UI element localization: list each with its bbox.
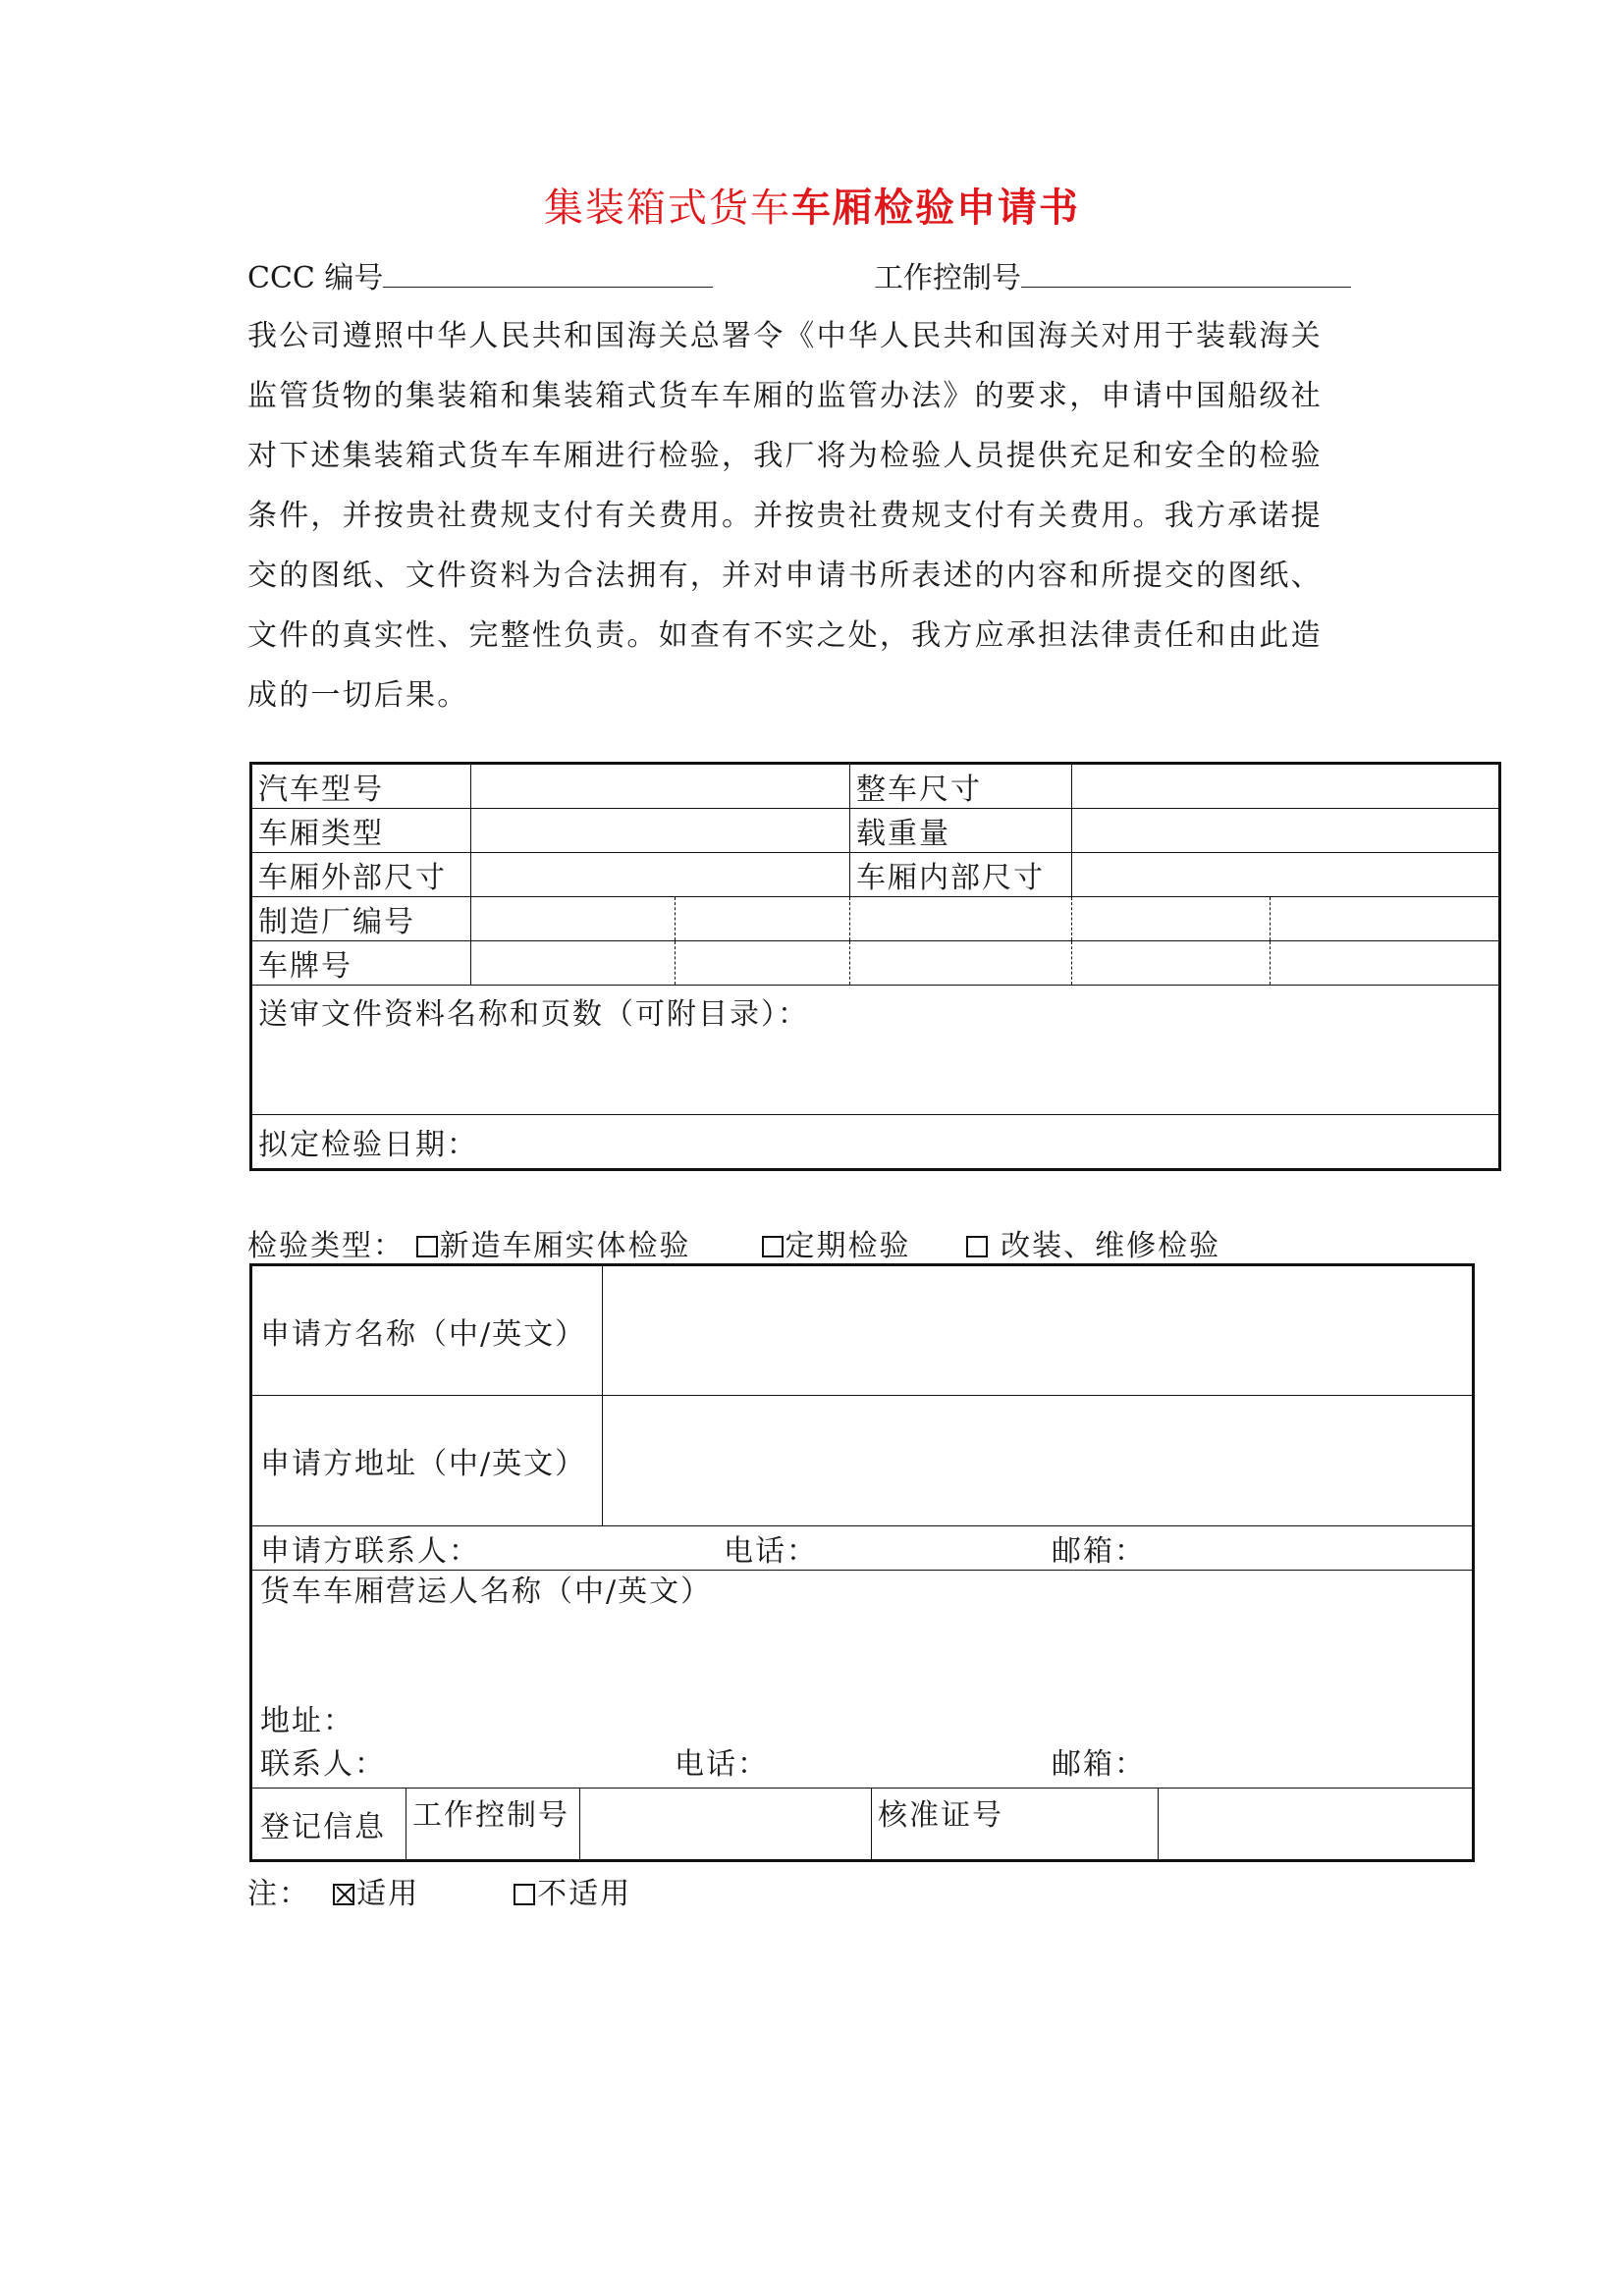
intro-line: 对下述集装箱式货车车厢进行检验，我厂将为检验人员提供充足和安全的检验	[247, 439, 1323, 473]
plate-no-label: 车牌号	[251, 941, 471, 986]
ccc-number-label: CCC 编号	[247, 261, 384, 295]
ccc-number-line	[247, 253, 713, 296]
work-control-line	[874, 253, 1351, 296]
applicable-option: 适用	[356, 1877, 420, 1911]
manufacturer-no-field[interactable]	[471, 897, 676, 941]
operator-email-label: 邮箱：	[1052, 1747, 1146, 1782]
operator-contact-label: 联系人：	[260, 1747, 386, 1782]
table-row	[251, 853, 1500, 897]
outer-size-label: 车厢外部尺寸	[251, 853, 471, 897]
car-model-field[interactable]	[471, 764, 850, 809]
work-control-field[interactable]	[1021, 259, 1351, 288]
intro-paragraph	[247, 306, 1375, 725]
planned-date-label: 拟定检验日期：	[258, 1128, 478, 1162]
not-applicable-option: 不适用	[537, 1877, 632, 1911]
intro-line: 我公司遵照中华人民共和国海关总署令《中华人民共和国海关对用于装载海关	[247, 319, 1323, 353]
plate-no-field[interactable]	[1271, 941, 1500, 986]
work-control-label: 工作控制号	[874, 261, 1021, 295]
documents-label: 送审文件资料名称和页数（可附目录）：	[258, 997, 809, 1032]
car-model-label: 汽车型号	[251, 764, 471, 809]
applicant-address-label: 申请方地址（中/英文）	[251, 1396, 603, 1526]
manufacturer-no-field[interactable]	[1072, 897, 1271, 941]
overall-size-field[interactable]	[1072, 764, 1500, 809]
title-normal: 集装箱式货车	[544, 186, 791, 231]
modification-checkbox[interactable]	[966, 1236, 988, 1257]
vehicle-info-table	[249, 762, 1501, 1171]
table-row	[251, 941, 1500, 986]
approval-cert-no-label: 核准证号	[872, 1789, 1159, 1861]
intro-line: 文件的真实性、完整性负责。如查有不实之处，我方应承担法律责任和由此造	[247, 618, 1323, 653]
intro-line: 成的一切后果。	[247, 678, 469, 713]
table-row	[251, 1265, 1474, 1396]
periodic-checkbox[interactable]	[762, 1236, 784, 1257]
note-label: 注：	[247, 1877, 310, 1911]
table-row	[251, 1571, 1474, 1789]
table-row	[251, 1789, 1474, 1861]
inner-size-field[interactable]	[1072, 853, 1500, 897]
manufacturer-no-field[interactable]	[850, 897, 1072, 941]
table-row	[251, 986, 1500, 1115]
table-row	[251, 764, 1500, 809]
new-compartment-checkbox[interactable]	[416, 1236, 438, 1257]
work-control-no-field[interactable]	[579, 1789, 871, 1859]
plate-no-field[interactable]	[471, 941, 676, 986]
operator-phone-label: 电话：	[675, 1747, 769, 1782]
table-row	[251, 1115, 1500, 1170]
periodic-option: 定期检验	[785, 1229, 911, 1263]
documents-field[interactable]	[251, 986, 1500, 1115]
inspection-type-line	[247, 1221, 1220, 1264]
operator-block[interactable]	[251, 1571, 1474, 1789]
applicant-email-label: 邮箱：	[1052, 1534, 1146, 1569]
operator-name-label: 货车车厢营运人名称（中/英文）	[260, 1575, 713, 1609]
intro-line: 监管货物的集装箱和集装箱式货车车厢的监管办法》的要求，申请中国船级社	[247, 379, 1323, 413]
manufacturer-no-field[interactable]	[676, 897, 850, 941]
applicant-info-table	[249, 1263, 1475, 1862]
inspection-type-label: 检验类型：	[247, 1229, 405, 1263]
plate-no-field[interactable]	[676, 941, 850, 986]
operator-address-label: 地址：	[260, 1704, 354, 1738]
load-weight-label: 载重量	[850, 809, 1072, 853]
compartment-type-field[interactable]	[471, 809, 850, 853]
compartment-type-label: 车厢类型	[251, 809, 471, 853]
applicant-phone-label: 电话：	[724, 1534, 818, 1569]
new-compartment-option: 新造车厢实体检验	[439, 1229, 691, 1263]
applicant-name-label: 申请方名称（中/英文）	[251, 1265, 603, 1396]
modification-option: 改装、维修检验	[989, 1229, 1221, 1263]
table-row	[251, 1396, 1474, 1526]
applicant-contact-label: 申请方联系人：	[260, 1534, 480, 1569]
ccc-number-field[interactable]	[383, 259, 713, 288]
intro-line: 交的图纸、文件资料为合法拥有，并对申请书所表述的内容和所提交的图纸、	[247, 559, 1323, 593]
work-control-cell	[406, 1789, 872, 1861]
table-row	[251, 897, 1500, 941]
applicant-contact-row[interactable]	[251, 1526, 1474, 1571]
plate-no-field[interactable]	[850, 941, 1072, 986]
operator-contact-row	[260, 1743, 1466, 1787]
applicant-name-field[interactable]	[603, 1265, 1474, 1396]
registration-label: 登记信息	[251, 1789, 406, 1861]
planned-date-field[interactable]	[251, 1115, 1500, 1170]
table-row	[251, 1526, 1474, 1571]
applicable-checkbox[interactable]	[333, 1884, 354, 1905]
intro-line: 条件，并按贵社费规支付有关费用。并按贵社费规支付有关费用。我方承诺提	[247, 499, 1323, 533]
outer-size-field[interactable]	[471, 853, 850, 897]
work-control-no-label: 工作控制号	[406, 1789, 579, 1859]
not-applicable-checkbox[interactable]	[514, 1884, 535, 1905]
title-bold: 车厢检验申请书	[791, 185, 1080, 231]
manufacturer-no-label: 制造厂编号	[251, 897, 471, 941]
inner-size-label: 车厢内部尺寸	[850, 853, 1072, 897]
note-line	[247, 1869, 631, 1912]
manufacturer-no-field[interactable]	[1271, 897, 1500, 941]
applicant-address-field[interactable]	[603, 1396, 1474, 1526]
work-control-subtable	[406, 1789, 871, 1859]
form-title	[0, 177, 1624, 233]
overall-size-label: 整车尺寸	[850, 764, 1072, 809]
approval-cert-no-field[interactable]	[1159, 1789, 1474, 1861]
plate-no-field[interactable]	[1072, 941, 1271, 986]
table-row	[251, 809, 1500, 853]
load-weight-field[interactable]	[1072, 809, 1500, 853]
